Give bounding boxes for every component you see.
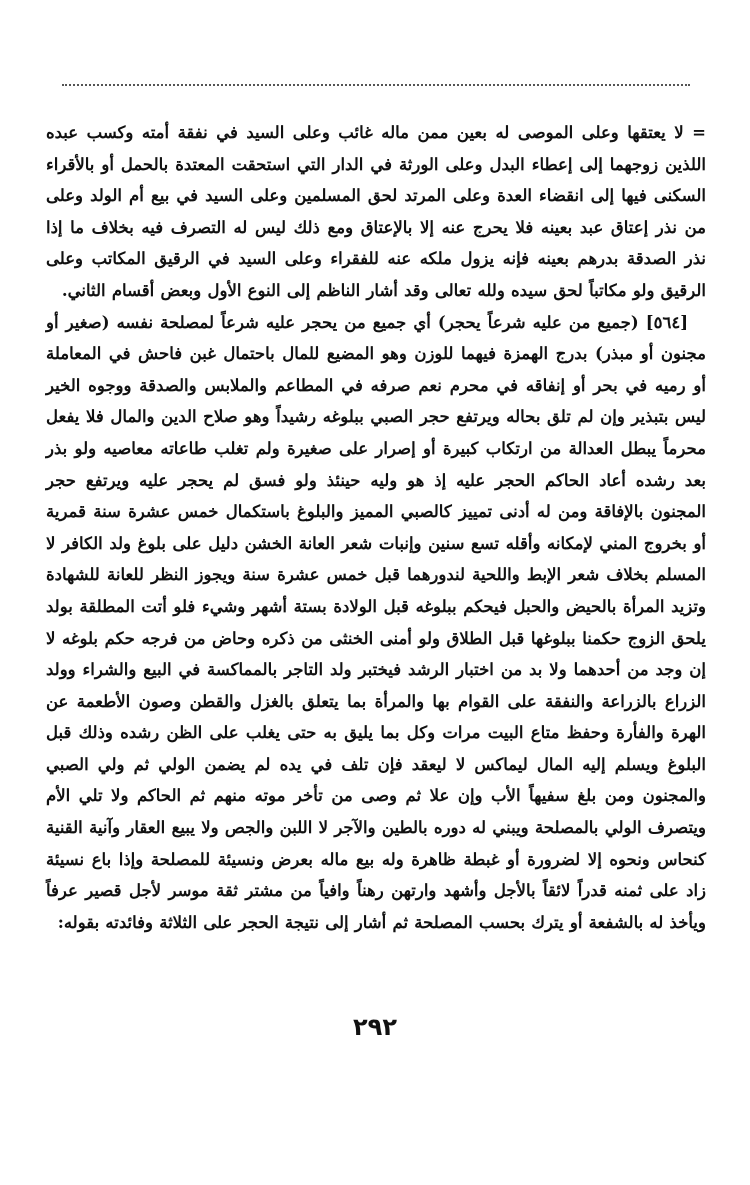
page-body bbox=[46, 117, 706, 938]
section-number: [٥٦٤] bbox=[645, 312, 688, 332]
paragraph-2-text: (جميع من عليه شرعاً يحجر) أي جميع من يحجر عليه شرعاً لمصلحة نفسه (صغير أو مجنون أو مبذر) بدرج الهمزة فيهما للوزن وهو المضيع للمال باحتمال غبن فاحش في المعاملة أو رميه في بحر أو إنفاقه في محرم نعم صرفه في المطاعم والملابس والصدقة ووجوه الخير ليس بتبذير وإن لم تلق بحاله ويرتفع حجر الصبي ببلوغه رشيداً وهو صلاح الدين والمال فلا يفعل محرماً يبطل العدالة من ارتكاب كبيرة أو إصرار على صغيرة ولم تغلب طاعاته معاصيه ولو بذر بعد رشده أعاد الحاكم الحجر عليه إذ هو وليه حينئذ ولو فسق لم يحجر عليه ويرتفع حجر المجنون بالإفاقة ومن له أدنى تمييز كالصبي المميز والبلوغ باستكمال خمس عشرة سنة قمرية أو بخروج المني لإمكانه وأقله تسع سنين وإنبات شعر العانة الخشن دليل على بلوغ ولد الكافر لا المسلم بخلاف شعر الإبط واللحية لندورهما قبل خمس عشرة سنة ويجوز النظر للعانة للشهادة وتزيد المرأة بالحيض والحبل فيحكم ببلوغه قبل الولادة بستة أشهر وشيء فلو أتت المطلقة بولد يلحق الزوج حكمنا ببلوغها قبل الطلاق ولو أمنى الخنثى من ذكره وحاض من فرجه حكم بلوغه لا إن وجد من أحدهما ولا بد من اختبار الرشد فيختبر ولد التاجر بالمماكسة في البيع والشراء وولد الزراع بالزراعة والنفقة على القوام بها والمرأة بما يتعلق بالغزل والقطن وصون الأطعمة عن الهرة والفأرة وحفظ متاع البيت مرات وكل بما يليق به حتى يغلب على الظن رشده وذلك قبل البلوغ ويسلم إليه المال ليماكس لا ليعقد فإن تلف في يده لم يضمن الولي ثم ولي الصبي والمجنون ومن بلغ سفيهاً الأب وإن علا ثم وصى من تأخر موته منهم ثم الحاكم ولا تلي الأم ويتصرف الولي بالمصلحة ويبني له دوره بالطين والآجر لا اللبن والجص ولا يبيع العقار وآنية القنية كنحاس ونحوه إلا لضرورة أو غبطة ظاهرة وله بيع ماله بعرض ونسيئة للمصلحة وإذا باع نسيئة زاد على ثمنه قدراً لائقاً بالأجل وأشهد وارتهن رهناً وافياً من مشتر ثقة موسر لأجل قصير عرفاً ويأخذ له بالشفعة أو يترك بحسب المصلحة ثم أشار إلى نتيجة الحجر على الثلاثة وفائدته بقوله: bbox=[46, 312, 706, 932]
paragraph-1-text: لا يعتقها وعلى الموصى له بعين ممن ماله غائب وعلى السيد في نفقة أمته وكسب عبده اللذين زوجهما إلى إعطاء البدل وعلى الورثة في الدار التي استحقت المعتدة بالحمل أو بالأقراء السكنى فيها إلى انقضاء العدة وعلى المرتد لحق المسلمين وعلى السيد في بيع أم الولد وعلى من نذر إعتاق عبد بعينه فلا يحرج عنه إلا بالإعتاق ومع ذلك ليس له التصرف فيه بخلاف ما إذا نذر الصدقة بدرهم بعينه فإنه يزول ملكه عنه للفقراء وعلى السيد في الرقيق المكاتب وعلى الرقيق ولو مكاتباً لحق سيده ولله تعالى وقد أشار الناظم إلى النوع الأول وبعض أقسام الثاني. bbox=[46, 123, 706, 300]
header-divider bbox=[62, 84, 690, 86]
continuation-mark: = bbox=[692, 123, 706, 142]
section-paragraph bbox=[46, 307, 706, 939]
page-number: ٢٩٢ bbox=[353, 1013, 397, 1041]
continuation-paragraph bbox=[46, 117, 706, 307]
